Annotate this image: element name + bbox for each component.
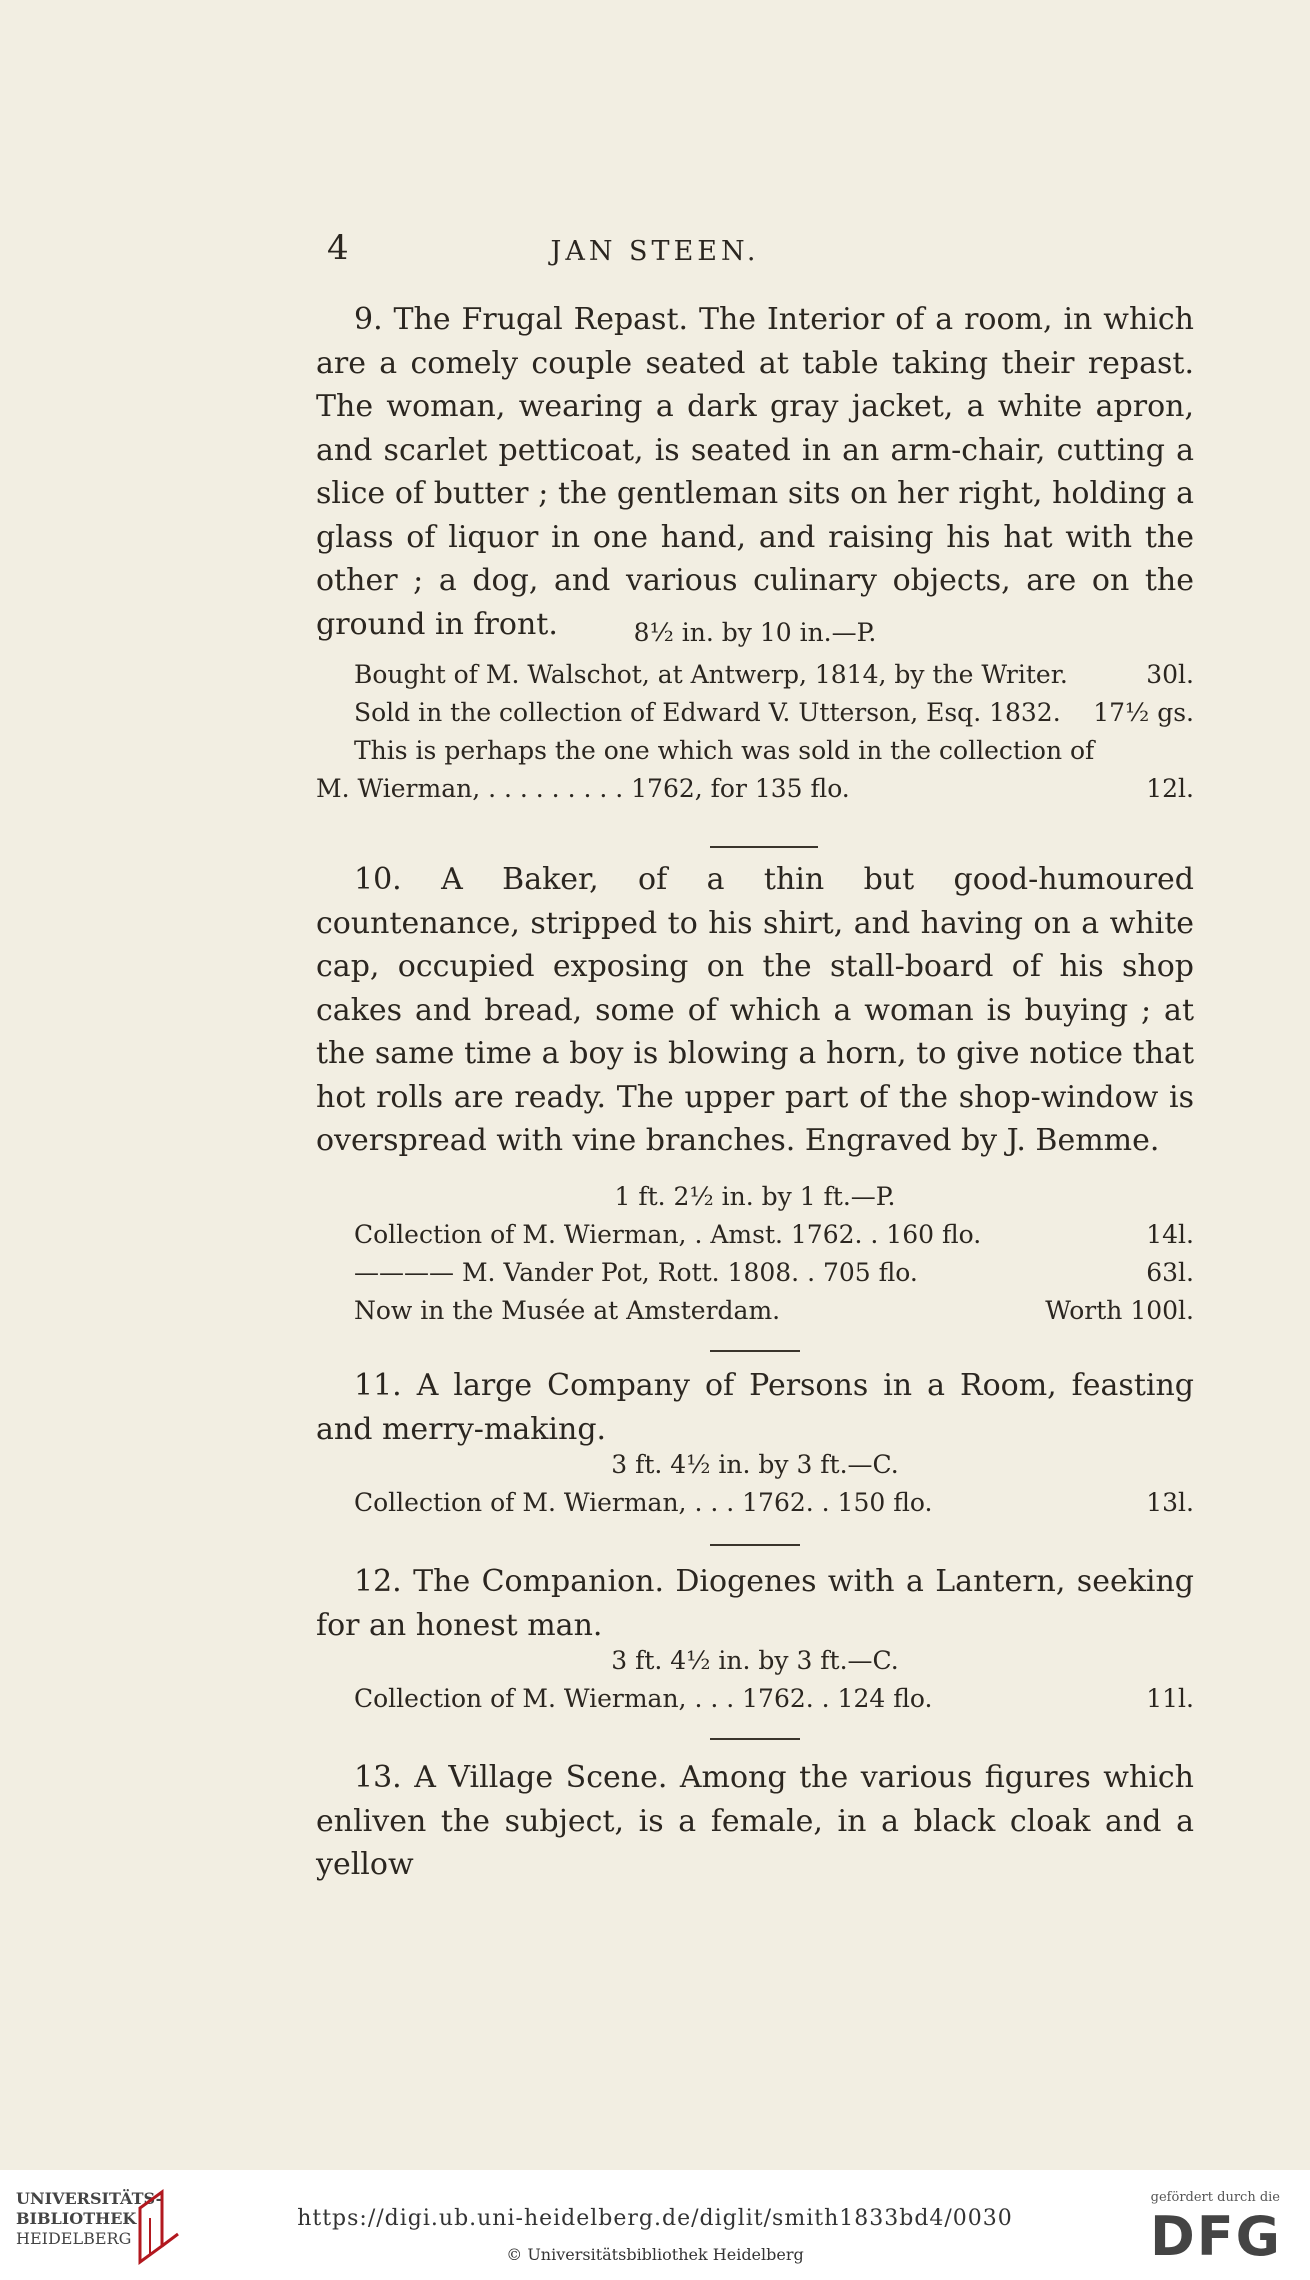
entry-9-provenance-3: This is perhaps the one which was sold in the collection of [354, 736, 1095, 765]
entry-12-provenance-1: Collection of M. Wierman, . . . 1762. . 124 flo. 11l. [354, 1684, 1194, 1713]
entry-10-provenance-3: Now in the Musée at Amsterdam. Worth 100l. [354, 1296, 1194, 1325]
entry-11-text: 11. A large Company of Persons in a Room, feasting and merry-making. [316, 1368, 1194, 1447]
funder-note: gefördert durch die [1150, 2190, 1280, 2205]
entry-9-dimensions: 8½ in. by 10 in.—P. [633, 618, 877, 647]
entry-10-text: 10. A Baker, of a thin but good-humoured countenance, stripped to his shirt, and having on a white cap, occupied exposing on the stall-board of his shop cakes and bread, some of which a woman is buying ; at the same time a boy is blowing a horn, to give notice that hot rolls are ready. The upper part of the shop-window is overspread with vine branches. Engraved by J. Bemme. [316, 862, 1194, 1158]
running-title: JAN STEEN. [550, 236, 760, 267]
entry-9-provenance-1: Bought of M. Walschot, at Antwerp, 1814, by the Writer. 30l. [354, 660, 1194, 689]
entry-9-provenance-4: M. Wierman, . . . . . . . . . 1762, for 135 flo. 12l. [316, 774, 1194, 803]
separator-rule [710, 1350, 800, 1352]
entry-12-text: 12. The Companion. Diogenes with a Lantern, seeking for an honest man. [316, 1564, 1194, 1643]
entry-12-dimensions: 3 ft. 4½ in. by 3 ft.—C. [611, 1646, 899, 1675]
entry-13-text: 13. A Village Scene. Among the various figures which enliven the subject, is a female, in a black cloak and a yellow [316, 1760, 1194, 1882]
entry-11-dimensions: 3 ft. 4½ in. by 3 ft.—C. [611, 1450, 899, 1479]
entry-11-provenance-1: Collection of M. Wierman, . . . 1762. . 150 flo. 13l. [354, 1488, 1194, 1517]
copyright-notice: © Universitätsbibliothek Heidelberg [506, 2245, 804, 2264]
library-logo-text: UNIVERSITÄTS- BIBLIOTHEK HEIDELBERG [16, 2189, 163, 2248]
entry-9-text: 9. The Frugal Repast. The Interior of a room, in which are a comely couple seated at table taking their repast. The woman, wearing a dark gray jacket, a white apron, and scarlet petticoat, is seated in an arm-chair, cutting a slice of butter ; the gentleman sits on her right, holding a glass of liquor in one hand, and raising his hat with the other ; a dog, and various culinary objects, are on the ground in front. [316, 302, 1194, 642]
permalink-url[interactable]: https://digi.ub.uni-heidelberg.de/diglit/smith1833bd4/0030 [297, 2206, 1013, 2231]
dfg-logo: DFG [1149, 2205, 1282, 2268]
entry-10-provenance-1: Collection of M. Wierman, . Amst. 1762. . 160 flo. 14l. [354, 1220, 1194, 1249]
separator-rule [710, 846, 818, 848]
entry-10-dimensions: 1 ft. 2½ in. by 1 ft.—P. [614, 1182, 896, 1211]
separator-rule [710, 1544, 800, 1546]
separator-rule [710, 1738, 800, 1740]
page-number: 4 [327, 228, 349, 268]
entry-9-provenance-2: Sold in the collection of Edward V. Utterson, Esq. 1832. 17½ gs. [354, 698, 1194, 727]
entry-10-provenance-2: ———— M. Vander Pot, Rott. 1808. . 705 flo. 63l. [354, 1258, 1194, 1287]
